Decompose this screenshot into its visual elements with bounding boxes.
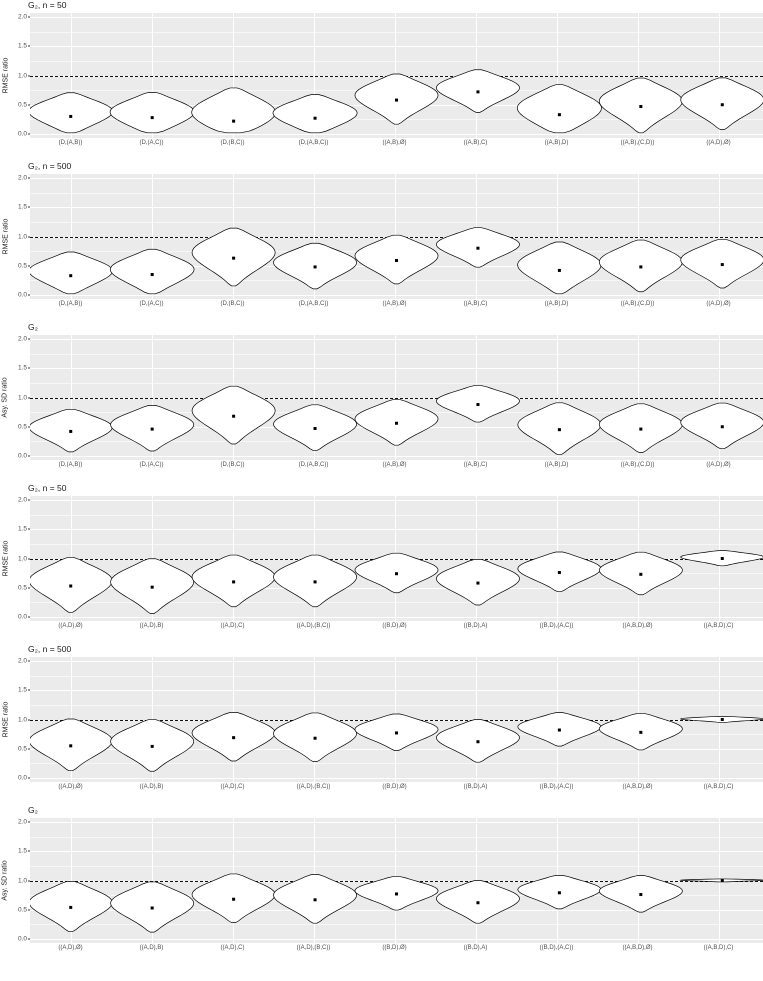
- y-axis-ticks: [11, 496, 30, 621]
- panel-title: G₂: [28, 322, 38, 332]
- median-point: [721, 263, 724, 266]
- median-point: [558, 891, 561, 894]
- violin-shape: [110, 249, 194, 294]
- x-tick-label: ((A,D),Ø): [706, 301, 731, 307]
- y-tick-label: 1.0: [17, 555, 27, 562]
- median-point: [558, 113, 561, 116]
- median-point: [69, 585, 72, 588]
- y-tick-label: 0.5: [17, 262, 27, 270]
- plot-row: [0, 818, 763, 943]
- violin-shape: [30, 252, 113, 294]
- x-tick-label: ((A,B),(C,D)): [620, 462, 655, 468]
- x-tick-label: ((A,D),C): [220, 623, 245, 629]
- median-point: [721, 879, 724, 882]
- plot-area: [30, 13, 763, 138]
- x-tick-label: ((A,B,D),C): [703, 784, 734, 790]
- y-tick-label: 0.5: [17, 906, 27, 914]
- x-tick-label: ((A,B,D),Ø): [622, 623, 653, 629]
- y-axis-label-text: RMSE ratio: [2, 57, 10, 94]
- plot-row: [0, 174, 763, 299]
- plot-area: [30, 496, 763, 621]
- x-tick-label: ((A,B),D): [544, 301, 569, 307]
- median-point: [476, 582, 479, 585]
- x-tick-label: (D,(B,C)): [220, 462, 245, 468]
- violin-series: [30, 496, 763, 621]
- median-point: [314, 737, 317, 740]
- y-tick-label: 0.5: [17, 745, 27, 753]
- median-point: [476, 90, 479, 93]
- x-tick-label: ((B,D),A): [463, 945, 488, 951]
- x-tick-label: ((A,B,D),C): [703, 945, 734, 951]
- x-tick-label: ((A,B),Ø): [382, 462, 407, 468]
- y-axis-ticks: [11, 335, 30, 460]
- x-axis-labels: [30, 299, 763, 313]
- x-tick-label: ((A,B),D): [544, 462, 569, 468]
- y-axis-ticks: [11, 818, 30, 943]
- x-tick-label: (D,(A,B)): [58, 462, 83, 468]
- y-axis-label-text: RMSE ratio: [2, 218, 10, 255]
- x-tick-label: ((A,D),(B,C)): [296, 784, 331, 790]
- x-tick-label: ((A,B),C): [463, 462, 488, 468]
- x-tick-label: ((A,D),B): [139, 784, 164, 790]
- x-axis-labels: [30, 782, 763, 796]
- violin-shape: [30, 93, 113, 133]
- median-point: [395, 731, 398, 734]
- x-tick-label: ((A,D),Ø): [706, 140, 731, 146]
- median-point: [151, 745, 154, 748]
- chart-panel: [0, 805, 763, 957]
- y-axis-label-text: RMSE ratio: [2, 701, 10, 738]
- y-tick-label: 1.0: [17, 233, 27, 240]
- x-tick-label: (D,(A,B)): [58, 140, 83, 146]
- violin-shape: [518, 242, 601, 294]
- y-tick-label: 1.0: [17, 716, 27, 723]
- y-tick-label: 0.0: [17, 774, 27, 782]
- x-tick-label: ((B,D),Ø): [382, 623, 407, 629]
- y-axis-label-text: Asy. SD ratio: [2, 860, 10, 901]
- x-tick-label: ((A,B,D),C): [703, 623, 734, 629]
- panel-spacer: [0, 152, 763, 161]
- median-point: [314, 117, 317, 120]
- y-tick-label: 1.5: [17, 525, 27, 533]
- median-point: [558, 269, 561, 272]
- x-tick-label: ((A,D),(B,C)): [296, 623, 331, 629]
- x-tick-label: ((B,D),(A,C)): [539, 784, 574, 790]
- median-point: [232, 257, 235, 260]
- x-tick-label: ((A,B),(C,D)): [620, 301, 655, 307]
- x-tick-label: (D,(B,C)): [220, 301, 245, 307]
- median-point: [476, 740, 479, 743]
- y-axis-label: [0, 335, 11, 460]
- y-tick-label: 2.0: [17, 174, 27, 182]
- median-point: [151, 116, 154, 119]
- panel-spacer: [0, 313, 763, 322]
- plot-area: [30, 657, 763, 782]
- y-tick-label: 0.5: [17, 101, 27, 109]
- y-tick-label: 2.0: [17, 13, 27, 21]
- y-axis-ticks: [11, 657, 30, 782]
- x-tick-label: ((A,D),Ø): [58, 945, 83, 951]
- median-point: [151, 586, 154, 589]
- x-tick-label: ((B,D),Ø): [382, 784, 407, 790]
- y-axis-label: [0, 174, 11, 299]
- y-tick-label: 1.0: [17, 394, 27, 401]
- chart-panel: [0, 0, 763, 152]
- y-tick-label: 1.0: [17, 877, 27, 884]
- y-axis-label: [0, 818, 11, 943]
- y-tick-label: 1.5: [17, 364, 27, 372]
- median-point: [721, 718, 724, 721]
- violin-series: [30, 174, 763, 299]
- median-point: [558, 729, 561, 732]
- x-tick-label: (D,(A,B,C)): [298, 301, 329, 307]
- x-tick-label: (D,(A,C)): [139, 140, 164, 146]
- y-axis-label: [0, 496, 11, 621]
- x-tick-label: ((A,B),Ø): [382, 140, 407, 146]
- median-point: [395, 422, 398, 425]
- violin-shape: [192, 88, 276, 133]
- median-point: [395, 259, 398, 262]
- x-tick-label: ((B,D),Ø): [382, 945, 407, 951]
- median-point: [639, 573, 642, 576]
- panel-title: G₂: [28, 805, 38, 815]
- violin-shape: [517, 85, 601, 133]
- median-point: [476, 403, 479, 406]
- chart-panel: [0, 322, 763, 474]
- x-tick-label: ((A,B),(C,D)): [620, 140, 655, 146]
- median-point: [639, 265, 642, 268]
- panel-spacer: [0, 635, 763, 644]
- median-point: [314, 898, 317, 901]
- x-tick-label: (D,(A,B,C)): [298, 462, 329, 468]
- median-point: [151, 428, 154, 431]
- median-point: [558, 571, 561, 574]
- chart-panel: [0, 644, 763, 796]
- violin-series: [30, 818, 763, 943]
- plot-row: [0, 496, 763, 621]
- y-tick-label: 1.5: [17, 203, 27, 211]
- y-tick-label: 0.0: [17, 935, 27, 943]
- x-tick-label: ((A,D),B): [139, 623, 164, 629]
- x-tick-label: ((A,D),(B,C)): [296, 945, 331, 951]
- median-point: [558, 428, 561, 431]
- x-tick-label: ((A,D),Ø): [706, 462, 731, 468]
- median-point: [639, 105, 642, 108]
- y-axis-ticks: [11, 174, 30, 299]
- y-tick-label: 1.5: [17, 686, 27, 694]
- median-point: [69, 906, 72, 909]
- panel-title: G₂, n = 500: [28, 644, 72, 654]
- median-point: [395, 572, 398, 575]
- plot-area: [30, 818, 763, 943]
- panel-title: G₂, n = 500: [28, 161, 72, 171]
- y-axis-label: [0, 657, 11, 782]
- median-point: [395, 99, 398, 102]
- y-tick-label: 2.0: [17, 657, 27, 665]
- violin-series: [30, 335, 763, 460]
- median-point: [395, 892, 398, 895]
- plot-area: [30, 174, 763, 299]
- panel-spacer: [0, 796, 763, 805]
- violin-shape: [110, 92, 194, 132]
- median-point: [639, 428, 642, 431]
- x-tick-label: ((A,B),D): [544, 140, 569, 146]
- y-tick-label: 0.0: [17, 452, 27, 460]
- y-tick-label: 0.0: [17, 613, 27, 621]
- median-point: [151, 907, 154, 910]
- median-point: [232, 415, 235, 418]
- x-tick-label: ((A,D),C): [220, 945, 245, 951]
- median-point: [232, 898, 235, 901]
- x-tick-label: ((A,D),Ø): [58, 623, 83, 629]
- x-tick-label: (D,(B,C)): [220, 140, 245, 146]
- x-axis-labels: [30, 621, 763, 635]
- panel-spacer: [0, 957, 763, 966]
- violin-shape: [273, 95, 357, 133]
- y-tick-label: 1.5: [17, 847, 27, 855]
- plot-row: [0, 13, 763, 138]
- median-point: [476, 901, 479, 904]
- median-point: [69, 115, 72, 118]
- median-point: [721, 557, 724, 560]
- median-point: [232, 120, 235, 123]
- violin-series: [30, 657, 763, 782]
- x-tick-label: ((A,B,D),Ø): [622, 784, 653, 790]
- y-tick-label: 2.0: [17, 818, 27, 826]
- median-point: [721, 425, 724, 428]
- x-tick-label: ((A,D),C): [220, 784, 245, 790]
- y-tick-label: 1.5: [17, 42, 27, 50]
- median-point: [639, 731, 642, 734]
- y-axis-label-text: RMSE ratio: [2, 540, 10, 577]
- median-point: [314, 265, 317, 268]
- x-tick-label: (D,(A,B)): [58, 301, 83, 307]
- x-tick-label: ((A,B),C): [463, 140, 488, 146]
- x-tick-label: (D,(A,C)): [139, 462, 164, 468]
- panel-title: G₂, n = 50: [28, 483, 67, 493]
- x-tick-label: ((A,B),Ø): [382, 301, 407, 307]
- median-point: [314, 427, 317, 430]
- y-tick-label: 2.0: [17, 496, 27, 504]
- x-tick-label: ((B,D),(A,C)): [539, 623, 574, 629]
- x-tick-label: ((B,D),A): [463, 623, 488, 629]
- panel-title: G₂, n = 50: [28, 0, 67, 10]
- median-point: [151, 273, 154, 276]
- median-point: [69, 274, 72, 277]
- median-point: [721, 103, 724, 106]
- median-point: [476, 247, 479, 250]
- x-tick-label: ((A,B,D),Ø): [622, 945, 653, 951]
- panel-spacer: [0, 474, 763, 483]
- y-tick-label: 0.5: [17, 584, 27, 592]
- chart-panel: [0, 483, 763, 635]
- plot-row: [0, 335, 763, 460]
- y-tick-label: 0.0: [17, 291, 27, 299]
- violin-series: [30, 13, 763, 138]
- y-axis-label-text: Asy. SD ratio: [2, 377, 10, 418]
- chart-panel: [0, 161, 763, 313]
- x-axis-labels: [30, 943, 763, 957]
- x-tick-label: ((B,D),A): [463, 784, 488, 790]
- x-tick-label: (D,(A,C)): [139, 301, 164, 307]
- y-tick-label: 0.5: [17, 423, 27, 431]
- median-point: [232, 580, 235, 583]
- x-axis-labels: [30, 460, 763, 474]
- x-tick-label: ((A,B),C): [463, 301, 488, 307]
- plot-row: [0, 657, 763, 782]
- y-tick-label: 1.0: [17, 72, 27, 79]
- median-point: [69, 430, 72, 433]
- y-axis-ticks: [11, 13, 30, 138]
- median-point: [69, 744, 72, 747]
- median-point: [314, 580, 317, 583]
- x-tick-label: ((B,D),(A,C)): [539, 945, 574, 951]
- y-tick-label: 0.0: [17, 130, 27, 138]
- x-axis-labels: [30, 138, 763, 152]
- median-point: [639, 893, 642, 896]
- x-tick-label: ((A,D),B): [139, 945, 164, 951]
- x-tick-label: ((A,D),Ø): [58, 784, 83, 790]
- y-axis-label: [0, 13, 11, 138]
- plot-area: [30, 335, 763, 460]
- median-point: [232, 736, 235, 739]
- y-tick-label: 2.0: [17, 335, 27, 343]
- x-tick-label: (D,(A,B,C)): [298, 140, 329, 146]
